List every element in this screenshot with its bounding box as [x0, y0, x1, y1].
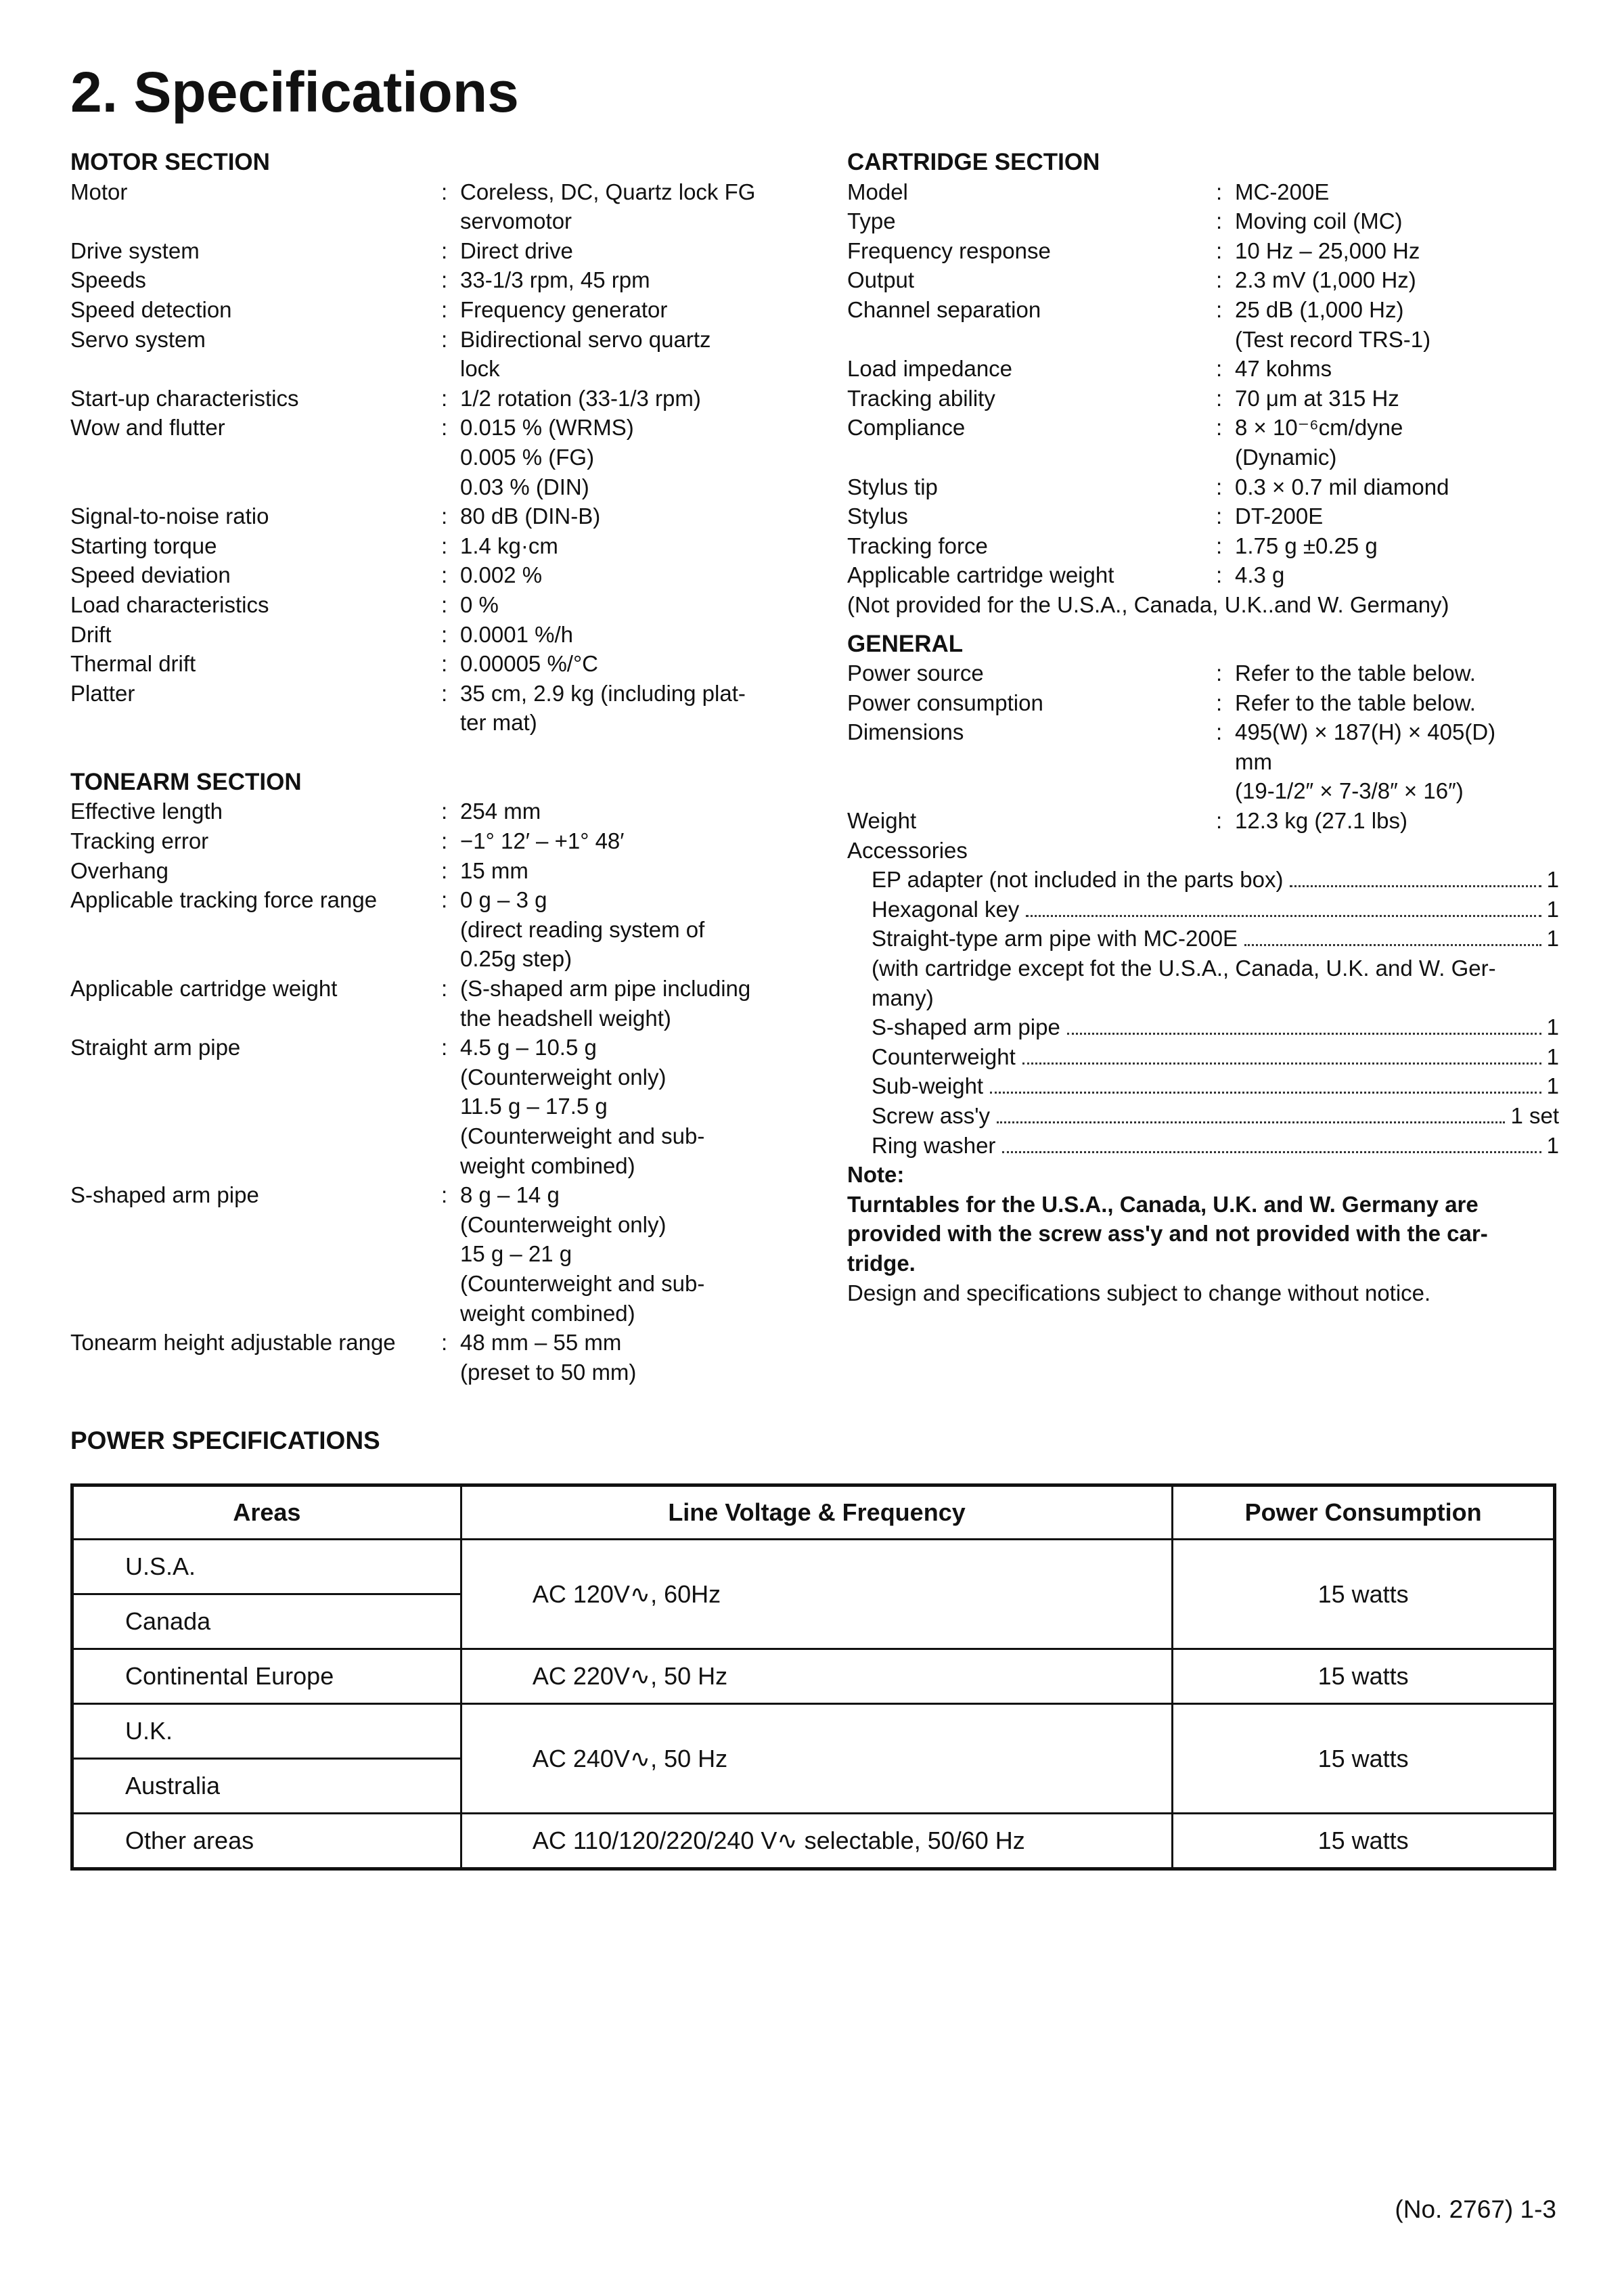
- spec-row: [847, 265, 1559, 295]
- spec-value-line: 0.25g step): [460, 946, 572, 972]
- consumption-cell: 15 watts: [1173, 1814, 1555, 1869]
- spec-label: Type: [847, 208, 896, 234]
- area-cell: U.S.A.: [72, 1540, 461, 1594]
- spec-value: [441, 177, 788, 236]
- spec-value: [441, 974, 788, 1033]
- spec-label: Power source: [847, 661, 984, 686]
- spec-label: Overhang: [70, 857, 168, 883]
- right-column: [847, 148, 1559, 1307]
- spec-label: Applicable cartridge weight: [70, 976, 338, 1002]
- spec-value: [1216, 265, 1559, 295]
- area-cell: Other areas: [72, 1814, 461, 1869]
- dotted-leader: [1022, 1062, 1541, 1065]
- spec-row: [847, 658, 1559, 688]
- spec-value: [1216, 717, 1559, 806]
- spec-label: Tracking force: [847, 533, 988, 558]
- column-header-areas: Areas: [72, 1485, 461, 1540]
- accessory-quantity: 1: [1546, 1044, 1559, 1069]
- disclaimer: Design and specifications subject to change without notice.: [847, 1280, 1431, 1305]
- spec-value-line: : 1/2 rotation (33-1/3 rpm): [460, 385, 701, 411]
- accessory-item: [847, 865, 1559, 895]
- spec-label: Compliance: [847, 415, 966, 441]
- spec-label: Speed deviation: [70, 562, 231, 588]
- spec-value-line: : (S-shaped arm pipe including: [460, 976, 751, 1002]
- accessory-name: Ring washer: [872, 1132, 996, 1158]
- spec-value-line: : Coreless, DC, Quartz lock FG: [460, 179, 756, 204]
- accessory-item: [847, 1071, 1559, 1101]
- spec-value-line: 0.005 % (FG): [460, 444, 595, 470]
- spec-value-line: the headshell weight): [460, 1005, 671, 1031]
- table-row: [72, 1704, 1555, 1759]
- spec-value-line: : Refer to the table below.: [1235, 690, 1476, 715]
- spec-row: [847, 560, 1559, 590]
- voltage-cell: AC 240V∿, 50 Hz: [461, 1704, 1172, 1814]
- spec-value-line: 11.5 g – 17.5 g: [460, 1094, 608, 1119]
- spec-value-line: : 254 mm: [460, 799, 541, 824]
- accessory-quantity: 1: [1546, 1073, 1559, 1099]
- power-section-heading: POWER SPECIFICATIONS: [70, 1427, 380, 1454]
- table-header-row: [72, 1485, 1555, 1540]
- spec-row: [847, 206, 1559, 236]
- spec-value-line: mm: [1235, 748, 1272, 774]
- spec-value-line: : 1.4 kg·cm: [460, 533, 558, 558]
- spec-row: [70, 974, 788, 1033]
- spec-row: [70, 177, 788, 236]
- accessory-note-line: (with cartridge except fot the U.S.A., Canada, U.K. and W. Ger-: [872, 956, 1496, 981]
- spec-value: [1216, 206, 1559, 236]
- spec-value-line: : 4.5 g – 10.5 g: [460, 1035, 597, 1060]
- dotted-leader: [1290, 885, 1541, 887]
- spec-label: Drive system: [70, 238, 200, 263]
- spec-label: Applicable tracking force range: [70, 887, 378, 913]
- spec-row: [70, 295, 788, 325]
- dotted-leader: [1067, 1033, 1541, 1035]
- spec-row: [70, 501, 788, 531]
- accessory-quantity: 1: [1546, 926, 1559, 952]
- spec-value: [1216, 658, 1559, 688]
- spec-value: [441, 1180, 788, 1328]
- spec-value-line: : 12.3 kg (27.1 lbs): [1235, 808, 1407, 834]
- spec-value-line: : 48 mm – 55 mm: [460, 1330, 622, 1356]
- general-spec-list: [847, 658, 1559, 836]
- dotted-leader: [1026, 915, 1541, 917]
- accessory-note-line: many): [872, 985, 934, 1010]
- spec-value: [441, 501, 788, 531]
- spec-value-line: : −1° 12′ – +1° 48′: [460, 828, 625, 854]
- spec-value-line: : 0.00005 %/°C: [460, 651, 598, 677]
- accessory-item: [847, 895, 1559, 924]
- spec-value-line: : 0.0001 %/h: [460, 621, 573, 647]
- spec-value-line: servomotor: [460, 208, 572, 234]
- spec-value-line: : Direct drive: [460, 238, 573, 263]
- spec-value-line: : 33-1/3 rpm, 45 rpm: [460, 267, 650, 293]
- spec-label: Speed detection: [70, 296, 232, 322]
- cartridge-footnote: (Not provided for the U.S.A., Canada, U.K..and W. Germany): [847, 591, 1449, 617]
- spec-label: Applicable cartridge weight: [847, 562, 1114, 588]
- spec-value-line: : 0.002 %: [460, 562, 543, 588]
- spec-value: [441, 826, 788, 856]
- spec-row: [70, 826, 788, 856]
- spec-value-line: : 0 g – 3 g: [460, 887, 547, 913]
- spec-value-line: lock: [460, 356, 500, 382]
- accessory-quantity: 1 set: [1510, 1103, 1559, 1128]
- accessories-list: [847, 865, 1559, 954]
- accessory-quantity: 1: [1546, 896, 1559, 922]
- dotted-leader: [997, 1121, 1505, 1123]
- spec-value: [441, 856, 788, 886]
- spec-label: Signal-to-noise ratio: [70, 504, 269, 529]
- spec-value-line: : 8 g – 14 g: [460, 1182, 560, 1208]
- table-row: [72, 1649, 1555, 1704]
- spec-value: [1216, 560, 1559, 590]
- spec-value-line: : 70 μm at 315 Hz: [1235, 385, 1399, 411]
- spec-value-line: : 1.75 g ±0.25 g: [1235, 533, 1378, 558]
- spec-row: [847, 354, 1559, 384]
- accessory-item: [847, 1101, 1559, 1131]
- spec-row: [847, 806, 1559, 836]
- accessory-item: [847, 1042, 1559, 1072]
- spec-value-line: : 0.015 % (WRMS): [460, 415, 634, 441]
- spec-label: Load impedance: [847, 356, 1013, 382]
- spec-label: Starting torque: [70, 533, 217, 558]
- spec-value: [1216, 413, 1559, 472]
- voltage-cell: AC 110/120/220/240 V∿ selectable, 50/60 Hz: [461, 1814, 1172, 1869]
- spec-value: [441, 1328, 788, 1387]
- spec-row: [847, 531, 1559, 561]
- spec-row: [70, 325, 788, 384]
- spec-row: [847, 501, 1559, 531]
- general-section-heading: GENERAL: [847, 630, 964, 657]
- spec-row: [847, 177, 1559, 207]
- spec-row: [70, 797, 788, 826]
- note-label: Note:: [847, 1162, 905, 1188]
- spec-row: [70, 620, 788, 650]
- spec-row: [70, 560, 788, 590]
- spec-value-line: (19-1/2″ × 7-3/8″ × 16″): [1235, 778, 1464, 804]
- spec-value: [441, 885, 788, 974]
- accessory-name: Counterweight: [872, 1044, 1016, 1069]
- spec-value-line: (Counterweight and sub-: [460, 1270, 705, 1296]
- note-text-line: Turntables for the U.S.A., Canada, U.K. and W. Germany are: [847, 1191, 1479, 1217]
- spec-value-line: : 2.3 mV (1,000 Hz): [1235, 267, 1416, 293]
- spec-value-line: : MC-200E: [1235, 179, 1330, 204]
- spec-label: Stylus tip: [847, 474, 938, 499]
- spec-value-line: : 495(W) × 187(H) × 405(D): [1235, 719, 1496, 745]
- spec-label: Dimensions: [847, 719, 964, 745]
- spec-value-line: (direct reading system of: [460, 916, 705, 942]
- area-cell: U.K.: [72, 1704, 461, 1759]
- column-header-voltage: Line Voltage & Frequency: [461, 1485, 1172, 1540]
- spec-value-line: : DT-200E: [1235, 504, 1324, 529]
- spec-value-line: (Counterweight and sub-: [460, 1123, 705, 1148]
- accessory-name: Straight-type arm pipe with MC-200E: [872, 926, 1238, 952]
- dotted-leader: [1244, 944, 1541, 946]
- accessory-item: [847, 924, 1559, 954]
- spec-value: [441, 679, 788, 738]
- spec-value-line: (Test record TRS-1): [1235, 326, 1431, 352]
- area-cell: Australia: [72, 1759, 461, 1814]
- consumption-cell: 15 watts: [1173, 1540, 1555, 1649]
- accessory-name: EP adapter (not included in the parts box): [872, 867, 1284, 893]
- spec-value-line: ter mat): [460, 710, 537, 736]
- spec-value: [441, 1033, 788, 1180]
- spec-row: [70, 413, 788, 501]
- spec-value: [441, 797, 788, 826]
- voltage-cell: AC 120V∿, 60Hz: [461, 1540, 1172, 1649]
- dotted-leader: [990, 1092, 1541, 1094]
- accessories-label: Accessories: [847, 837, 968, 863]
- spec-value: [441, 620, 788, 650]
- motor-spec-list: [70, 177, 788, 738]
- spec-row: [847, 413, 1559, 472]
- spec-label: Platter: [70, 680, 135, 706]
- spec-label: Power consumption: [847, 690, 1043, 715]
- spec-label: Straight arm pipe: [70, 1035, 241, 1060]
- spec-value: [441, 590, 788, 620]
- spec-label: Effective length: [70, 799, 223, 824]
- spec-value-line: 0.03 % (DIN): [460, 474, 589, 499]
- note-text-line: tridge.: [847, 1250, 916, 1276]
- spec-value: [1216, 688, 1559, 718]
- spec-value-line: : 8 × 10⁻⁶cm/dyne: [1235, 415, 1403, 441]
- accessory-quantity: 1: [1546, 1014, 1559, 1040]
- spec-value-line: (preset to 50 mm): [460, 1359, 637, 1385]
- spec-value: [441, 265, 788, 295]
- spec-label: Start-up characteristics: [70, 385, 299, 411]
- accessories-list-more: [847, 1012, 1559, 1160]
- spec-row: [70, 590, 788, 620]
- spec-label: Tracking error: [70, 828, 209, 854]
- spec-value: [441, 236, 788, 266]
- spec-row: [70, 679, 788, 738]
- spec-value: [1216, 384, 1559, 413]
- dotted-leader: [1002, 1151, 1541, 1153]
- spec-label: Frequency response: [847, 238, 1051, 263]
- spec-value: [1216, 295, 1559, 354]
- spec-label: Drift: [70, 621, 112, 647]
- spec-value-line: : Frequency generator: [460, 296, 668, 322]
- spec-value: [1216, 354, 1559, 384]
- consumption-cell: 15 watts: [1173, 1649, 1555, 1704]
- spec-row: [847, 717, 1559, 806]
- left-column: [70, 148, 788, 1387]
- accessory-name: Hexagonal key: [872, 896, 1020, 922]
- spec-label: Model: [847, 179, 908, 204]
- accessory-quantity: 1: [1546, 867, 1559, 893]
- spec-row: [70, 856, 788, 886]
- note-text-line: provided with the screw ass'y and not provided with the car-: [847, 1221, 1488, 1247]
- spec-label: Thermal drift: [70, 651, 196, 677]
- spec-value-line: : 80 dB (DIN-B): [460, 504, 601, 529]
- spec-label: Tonearm height adjustable range: [70, 1330, 396, 1356]
- spec-label: Servo system: [70, 326, 206, 352]
- spec-value-line: : 47 kohms: [1235, 356, 1332, 382]
- area-cell: Continental Europe: [72, 1649, 461, 1704]
- spec-label: Channel separation: [847, 296, 1041, 322]
- spec-value: [441, 560, 788, 590]
- spec-label: Stylus: [847, 504, 908, 529]
- spec-value-line: : Moving coil (MC): [1235, 208, 1403, 234]
- spec-row: [847, 384, 1559, 413]
- spec-row: [70, 649, 788, 679]
- spec-row: [70, 531, 788, 561]
- spec-row: [70, 885, 788, 974]
- spec-value-line: : 0 %: [460, 591, 499, 617]
- spec-value: [1216, 501, 1559, 531]
- spec-value-line: : Bidirectional servo quartz: [460, 326, 711, 352]
- page-footer: (No. 2767) 1-3: [1395, 2195, 1556, 2223]
- spec-value: [441, 413, 788, 501]
- table-row: [72, 1814, 1555, 1869]
- spec-row: [847, 688, 1559, 718]
- spec-value-line: : 35 cm, 2.9 kg (including plat-: [460, 680, 746, 706]
- spec-value-line: : Refer to the table below.: [1235, 661, 1476, 686]
- page-title: 2. Specifications: [70, 60, 519, 124]
- spec-label: Motor: [70, 179, 128, 204]
- spec-value-line: : 10 Hz – 25,000 Hz: [1235, 238, 1420, 263]
- spec-label: Load characteristics: [70, 591, 269, 617]
- spec-row: [70, 1033, 788, 1180]
- spec-value-line: 15 g – 21 g: [460, 1241, 572, 1267]
- spec-label: Wow and flutter: [70, 415, 225, 441]
- spec-value: [1216, 806, 1559, 836]
- accessory-item: [847, 1012, 1559, 1042]
- spec-row: [847, 236, 1559, 266]
- voltage-cell: AC 220V∿, 50 Hz: [461, 1649, 1172, 1704]
- spec-row: [70, 1180, 788, 1328]
- column-header-consumption: Power Consumption: [1173, 1485, 1555, 1540]
- spec-row: [70, 384, 788, 413]
- spec-label: Tracking ability: [847, 385, 995, 411]
- spec-value: [1216, 531, 1559, 561]
- tonearm-section-heading: TONEARM SECTION: [70, 768, 302, 795]
- spec-row: [70, 265, 788, 295]
- spec-value-line: (Dynamic): [1235, 444, 1337, 470]
- spec-value: [441, 531, 788, 561]
- spec-row: [847, 472, 1559, 502]
- spec-value: [441, 649, 788, 679]
- spec-value: [1216, 177, 1559, 207]
- spec-value-line: : 4.3 g: [1235, 562, 1285, 588]
- accessory-name: Sub-weight: [872, 1073, 984, 1099]
- spec-value-line: (Counterweight only): [460, 1211, 667, 1237]
- spec-value: [441, 295, 788, 325]
- consumption-cell: 15 watts: [1173, 1704, 1555, 1814]
- spec-value-line: : 15 mm: [460, 857, 528, 883]
- spec-label: Output: [847, 267, 915, 293]
- power-spec-table: [70, 1483, 1556, 1871]
- accessory-note: [847, 954, 1559, 1012]
- spec-value-line: : 0.3 × 0.7 mil diamond: [1235, 474, 1449, 499]
- accessory-quantity: 1: [1546, 1132, 1559, 1158]
- cartridge-spec-list: [847, 177, 1559, 590]
- accessory-name: S-shaped arm pipe: [872, 1014, 1060, 1040]
- cartridge-section-heading: CARTRIDGE SECTION: [847, 149, 1100, 175]
- spec-row: [847, 295, 1559, 354]
- spec-value-line: : 25 dB (1,000 Hz): [1235, 296, 1404, 322]
- spec-label: Weight: [847, 808, 917, 834]
- spec-value: [1216, 236, 1559, 266]
- spec-value: [441, 384, 788, 413]
- table-row: [72, 1540, 1555, 1594]
- spec-value-line: weight combined): [460, 1300, 635, 1326]
- spec-row: [70, 236, 788, 266]
- spec-label: Speeds: [70, 267, 146, 293]
- tonearm-spec-list: [70, 797, 788, 1387]
- spec-value: [441, 325, 788, 384]
- motor-section-heading: MOTOR SECTION: [70, 149, 270, 175]
- area-cell: Canada: [72, 1594, 461, 1649]
- spec-label: S-shaped arm pipe: [70, 1182, 259, 1208]
- accessory-name: Screw ass'y: [872, 1103, 991, 1128]
- spec-value-line: weight combined): [460, 1153, 635, 1178]
- spec-value: [1216, 472, 1559, 502]
- accessory-item: [847, 1131, 1559, 1161]
- spec-row: [70, 1328, 788, 1387]
- spec-value-line: (Counterweight only): [460, 1064, 667, 1090]
